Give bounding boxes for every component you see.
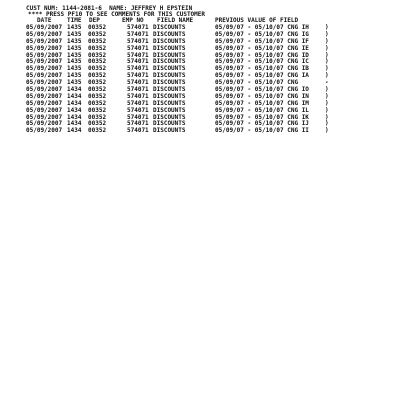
row-previous-value: 05/09/07 - 05/10/07 CNG IF [215, 37, 309, 45]
row-dep: 00352 [88, 65, 107, 73]
customer-name: JEFFREY H EPSTEIN [130, 5, 193, 12]
header-emp-no: EMP NO [122, 17, 144, 24]
row-date: 05/09/2007 [26, 92, 63, 100]
table-row [0, 58, 400, 65]
row-field-name: DISCOUNTS [153, 79, 186, 87]
row-field-name: DISCOUNTS [153, 44, 186, 52]
row-field-name: DISCOUNTS [153, 92, 186, 100]
row-dep: 00352 [88, 113, 107, 121]
row-end-mark: ) [325, 37, 329, 45]
row-date: 05/09/2007 [26, 51, 63, 59]
row-previous-value: 05/09/07 - 05/10/07 CNG [215, 79, 299, 87]
row-time: 1435 [67, 51, 82, 59]
row-time: 1434 [67, 120, 82, 128]
row-dep: 00352 [88, 51, 107, 59]
row-date: 05/09/2007 [26, 24, 63, 31]
row-date: 05/09/2007 [26, 120, 63, 128]
row-emp-no: 574071 [127, 30, 149, 38]
row-time: 1434 [67, 113, 82, 121]
row-field-name: DISCOUNTS [153, 58, 186, 66]
row-field-name: DISCOUNTS [153, 30, 186, 38]
row-end-mark: ) [325, 113, 329, 121]
row-emp-no: 574071 [127, 106, 149, 114]
row-date: 05/09/2007 [26, 44, 63, 52]
row-dep: 00352 [88, 86, 107, 94]
cut-off-notice-text: **** PRESS PF10 TO SEE COMMENTS FOR THIS CUSTOMER [28, 11, 206, 18]
name-label: NAME: [109, 5, 128, 12]
table-row [0, 31, 400, 38]
header-previous-value: PREVIOUS VALUE OF FIELD [215, 17, 299, 24]
row-dep: 00352 [88, 24, 107, 31]
row-time: 1434 [67, 127, 82, 135]
row-end-mark: ) [325, 86, 329, 94]
row-emp-no: 574071 [127, 65, 149, 73]
row-dep: 00352 [88, 120, 107, 128]
row-dep: 00352 [88, 106, 107, 114]
row-end-mark: ) [325, 44, 329, 52]
cust-num-value: 1144-2081-6 [62, 5, 102, 12]
row-date: 05/09/2007 [26, 79, 63, 87]
row-emp-no: 574071 [127, 86, 149, 94]
row-date: 05/09/2007 [26, 113, 63, 121]
row-end-mark: ) [325, 65, 329, 73]
row-dep: 00352 [88, 99, 107, 107]
row-date: 05/09/2007 [26, 127, 63, 135]
row-emp-no: 574071 [127, 99, 149, 107]
row-previous-value: 05/09/07 - 05/10/07 CNG IN [215, 92, 309, 100]
table-row [0, 38, 400, 45]
row-end-mark: ) [325, 99, 329, 107]
row-previous-value: 05/09/07 - 05/10/07 CNG IJ [215, 120, 309, 128]
row-emp-no: 574071 [127, 51, 149, 59]
row-field-name: DISCOUNTS [153, 37, 186, 45]
row-emp-no: 574071 [127, 113, 149, 121]
table-row [0, 72, 400, 79]
header-dep: DEP [89, 17, 100, 24]
table-row [0, 24, 400, 31]
row-field-name: DISCOUNTS [153, 113, 186, 121]
row-date: 05/09/2007 [26, 58, 63, 66]
table-row [0, 65, 400, 72]
row-previous-value: 05/09/07 - 05/10/07 CNG IC [215, 58, 309, 66]
table-row [0, 93, 400, 100]
row-end-mark: ) [325, 58, 329, 66]
table-header [0, 17, 400, 24]
table-row [0, 79, 400, 86]
row-dep: 00352 [88, 58, 107, 66]
row-emp-no: 574071 [127, 24, 149, 31]
table-body [0, 24, 400, 134]
row-field-name: DISCOUNTS [153, 127, 186, 135]
row-previous-value: 05/09/07 - 05/10/07 CNG ID [215, 51, 309, 59]
row-field-name: DISCOUNTS [153, 24, 186, 31]
row-end-mark: ) [325, 106, 329, 114]
row-emp-no: 574071 [127, 120, 149, 128]
row-time: 1434 [67, 86, 82, 94]
header-date: DATE [37, 17, 52, 24]
row-date: 05/09/2007 [26, 30, 63, 38]
row-field-name: DISCOUNTS [153, 86, 186, 94]
row-dep: 00352 [88, 92, 107, 100]
row-time: 1435 [67, 72, 82, 80]
row-field-name: DISCOUNTS [153, 106, 186, 114]
table-row [0, 107, 400, 114]
row-date: 05/09/2007 [26, 65, 63, 73]
row-previous-value: 05/09/07 - 05/10/07 CNG IG [215, 30, 309, 38]
row-date: 05/09/2007 [26, 37, 63, 45]
row-previous-value: 05/09/07 - 05/10/07 CNG IM [215, 99, 309, 107]
row-previous-value: 05/09/07 - 05/10/07 CNG II [215, 127, 309, 135]
row-dep: 00352 [88, 127, 107, 135]
row-time: 1435 [67, 37, 82, 45]
row-field-name: DISCOUNTS [153, 51, 186, 59]
row-dep: 00352 [88, 44, 107, 52]
row-previous-value: 05/09/07 - 05/10/07 CNG IE [215, 44, 309, 52]
table-row [0, 114, 400, 121]
row-emp-no: 574071 [127, 79, 149, 87]
row-end-mark: ) [325, 24, 329, 31]
row-time: 1435 [67, 30, 82, 38]
row-time: 1434 [67, 99, 82, 107]
row-previous-value: 05/09/07 - 05/10/07 CNG IA [215, 72, 309, 80]
row-field-name: DISCOUNTS [153, 65, 186, 73]
table-row [0, 45, 400, 52]
row-time: 1435 [67, 65, 82, 73]
row-date: 05/09/2007 [26, 86, 63, 94]
row-end-mark: ) [325, 127, 329, 135]
row-previous-value: 05/09/07 - 05/10/07 CNG IO [215, 86, 309, 94]
row-end-mark: ) [325, 51, 329, 59]
row-previous-value: 05/09/07 - 05/10/07 CNG IL [215, 106, 309, 114]
row-emp-no: 574071 [127, 37, 149, 45]
row-field-name: DISCOUNTS [153, 99, 186, 107]
row-emp-no: 574071 [127, 72, 149, 80]
row-time: 1434 [67, 92, 82, 100]
table-row [0, 86, 400, 93]
row-previous-value: 05/09/07 - 05/10/07 CNG IB [215, 65, 309, 73]
row-dep: 00352 [88, 72, 107, 80]
table-row [0, 100, 400, 107]
table-row [0, 127, 400, 134]
row-field-name: DISCOUNTS [153, 72, 186, 80]
row-emp-no: 574071 [127, 127, 149, 135]
cust-num-label: CUST NUM: [26, 5, 59, 12]
row-emp-no: 574071 [127, 92, 149, 100]
row-end-mark: ) [325, 92, 329, 100]
row-end-mark: - [325, 79, 329, 87]
row-previous-value: 05/09/07 - 05/10/07 CNG IH [215, 24, 309, 31]
row-end-mark: ) [325, 72, 329, 80]
table-row [0, 52, 400, 59]
row-dep: 00352 [88, 79, 107, 87]
row-previous-value: 05/09/07 - 05/10/07 CNG IK [215, 113, 309, 121]
row-date: 05/09/2007 [26, 99, 63, 107]
customer-info-line [26, 5, 192, 12]
row-time: 1434 [67, 106, 82, 114]
row-field-name: DISCOUNTS [153, 120, 186, 128]
row-end-mark: ) [325, 120, 329, 128]
row-end-mark: ) [325, 30, 329, 38]
row-date: 05/09/2007 [26, 72, 63, 80]
row-time: 1435 [67, 24, 82, 31]
row-time: 1435 [67, 58, 82, 66]
row-emp-no: 574071 [127, 58, 149, 66]
row-emp-no: 574071 [127, 44, 149, 52]
header-time: TIME [67, 17, 82, 24]
row-time: 1435 [67, 44, 82, 52]
row-time: 1435 [67, 79, 82, 87]
row-dep: 00352 [88, 30, 107, 38]
header-field-name: FIELD NAME [157, 17, 194, 24]
row-dep: 00352 [88, 37, 107, 45]
row-date: 05/09/2007 [26, 106, 63, 114]
table-row [0, 120, 400, 127]
